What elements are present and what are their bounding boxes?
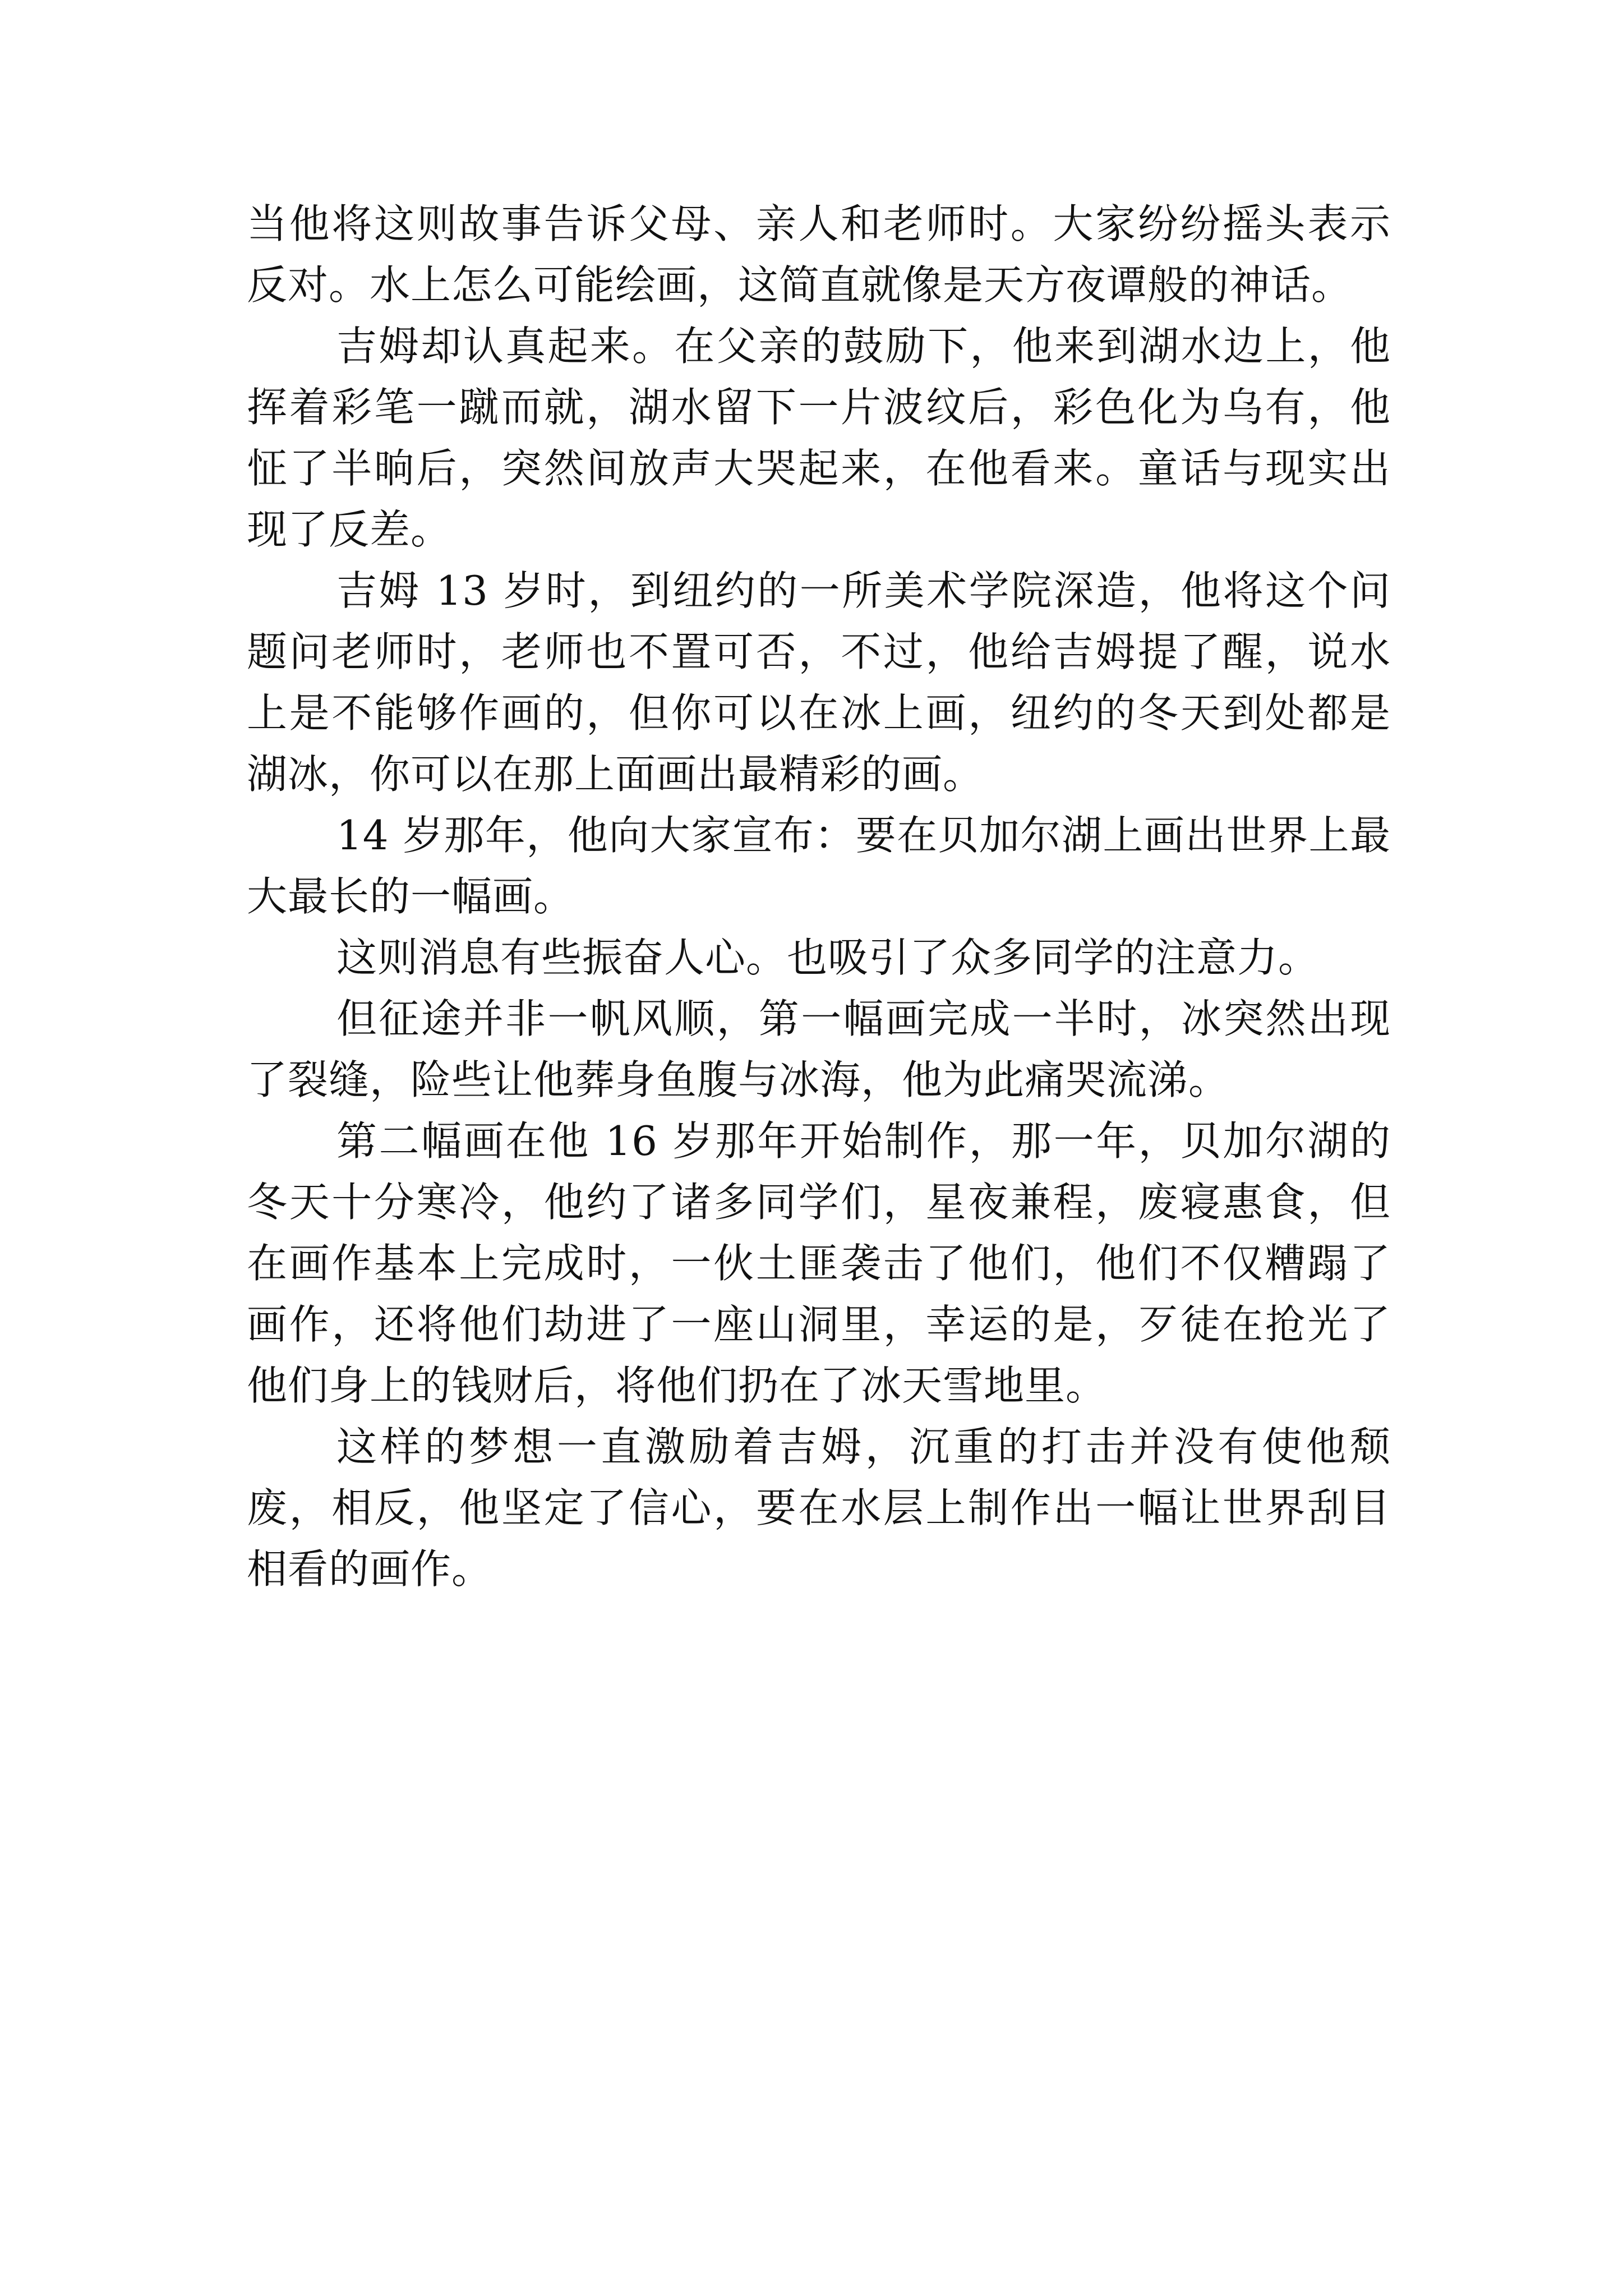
body-text — [247, 194, 1391, 1600]
paragraph-7: 第二幅画在他 16 岁那年开始制作，那一年，贝加尔湖的冬天十分寒冷，他约了诸多同学们，星夜兼程，废寝惠食，但在画作基本上完成时，一伙土匪袭击了他们，他们不仅糟蹋了画作，还将他们劫进了一座山洞里，幸运的是，歹徒在抢光了他们身上的钱财后，将他们扔在了冰天雪地里。 — [247, 1117, 1391, 1409]
paragraph-8: 这样的梦想一直激励着吉姆，沉重的打击并没有使他颓废，相反，他坚定了信心，要在水层上制作出一幅让世界刮目相看的画作。 — [247, 1423, 1391, 1593]
paragraph-1: 当他将这则故事告诉父母、亲人和老师时。大家纷纷摇头表示反对。水上怎么可能绘画，这简直就像是天方夜谭般的神话。 — [247, 200, 1391, 309]
paragraph-4: 14 岁那年，他向大家宣布：要在贝加尔湖上画出世界上最大最长的一幅画。 — [247, 812, 1391, 920]
paragraph-5: 这则消息有些振奋人心。也吸引了众多同学的注意力。 — [336, 934, 1320, 981]
paragraph-6: 但征途并非一帆风顺，第一幅画完成一半时，冰突然出现了裂缝，险些让他葬身鱼腹与冰海，他为此痛哭流涕。 — [247, 995, 1391, 1103]
paragraph-3: 吉姆 13 岁时，到纽约的一所美术学院深造，他将这个问题问老师时，老师也不置可否，不过，他给吉姆提了醒，说水上是不能够作画的，但你可以在冰上画，纽约的冬天到处都是湖冰，你可以在那上面画出最精彩的画。 — [247, 567, 1391, 798]
paragraph-2: 吉姆却认真起来。在父亲的鼓励下，他来到湖水边上，他挥着彩笔一蹴而就，湖水留下一片波纹后，彩色化为乌有，他怔了半晌后，突然间放声大哭起来，在他看来。童话与现实出现了反差。 — [247, 323, 1391, 553]
